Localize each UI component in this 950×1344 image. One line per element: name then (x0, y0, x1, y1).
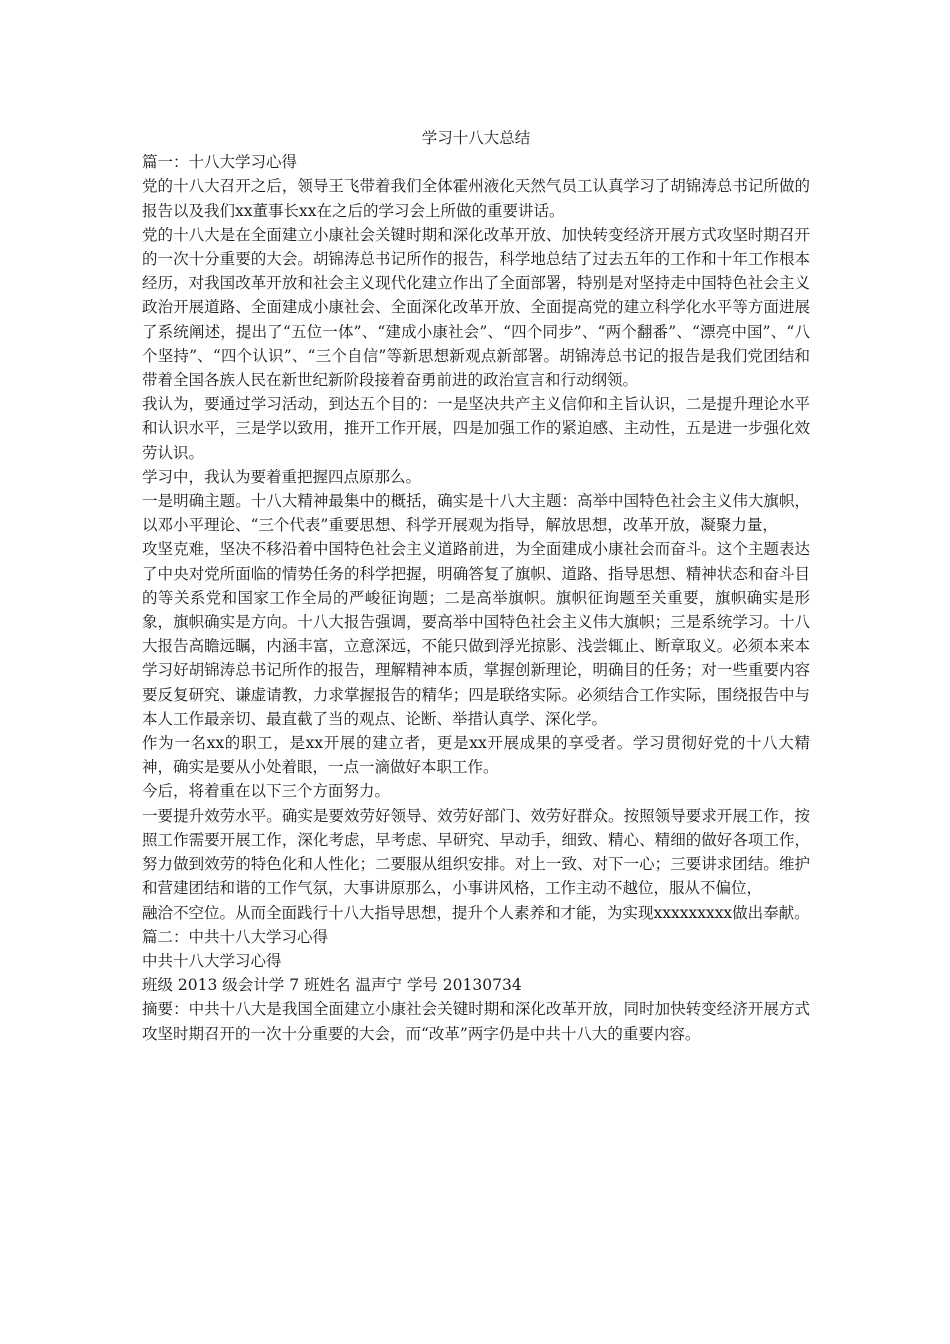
document-title: 学习十八大总结 (421, 129, 531, 147)
paragraph: 作为一名xx的职工，是xx开展的建立者，更是xx开展成果的享受者。学习贯彻好党的十八大精神，确实是要从小处着眼，一点一滴做好本职工作。 (142, 734, 810, 777)
paragraph: 学习中，我认为要着重把握四点原那么。 (142, 467, 422, 486)
section-heading: 篇二：中共十八大学习心得 (142, 927, 329, 946)
document-page (142, 126, 810, 1046)
paragraph: 篇一：十八大学习心得 (142, 153, 298, 172)
paragraph: 党的十八大是在全面建立小康社会关键时期和深化改革开放、加快转变经济开展方式攻坚时期召开的一次十分重要的大会。胡锦涛总书记所作的报告，科学地总结了过去五年的工作和十年工作根本经历，对我国改革开放和社会主义现代化建立作出了全面部署，特别是对坚持走中国特色社会主义政治开展道路、全面建成小康社会、全面深化改革开放、全面提高党的建立科学化水平等方面进展了系统阐述，提出了“五位一体”、“建成小康社会”、“四个同步”、“两个翻番”、“漂亮中国”、“八个坚持”、“四个认识”、“三个自信”等新思想新观点新部署。胡锦涛总书记的报告是我们党团结和带着全国各族人民在新世纪新阶段接着奋勇前进的政治宣言和行动纲领。 (142, 225, 810, 390)
paragraph: 我认为，要通过学习活动，到达五个目的：一是坚决共产主义信仰和主旨认识，二是提升理论水平和认识水平，三是学以致用，推开工作开展，四是加强工作的紧迫感、主动性，五是进一步强化效劳认识。 (142, 395, 810, 462)
abstract-paragraph: 摘要：中共十八大是我国全面建立小康社会关键时期和深化改革开放，同时加快转变经济开展方式攻坚时期召开的一次十分重要的大会，而“改革”两字仍是中共十八大的重要内容。 (142, 1000, 810, 1043)
author-info: 班级 2013 级会计学 7 班姓名 温声宁 学号 20130734 (142, 976, 522, 995)
paragraph: 攻坚克难，坚决不移沿着中国特色社会主义道路前进，为全面建成小康社会而奋斗。这个主题表达了中央对党所面临的情势任务的科学把握，明确答复了旗帜、道路、指导思想、精神状态和奋斗目的等关系党和国家工作全局的严峻征询题；二是高举旗帜。旗帜征询题至关重要，旗帜确实是形象，旗帜确实是方向。十八大报告强调，要高举中国特色社会主义伟大旗帜；三是系统学习。十八大报告高瞻远瞩，内涵丰富，立意深远，不能只做到浮光掠影、浅尝辄止、断章取义。必须本来本学习好胡锦涛总书记所作的报告，理解精神本质，掌握创新理论，明确目的任务；对一些重要内容要反复研究、谦虚请教，力求掌握报告的精华；四是联络实际。必须结合工作实际，围绕报告中与本人工作最亲切、最直截了当的观点、论断、举措认真学、深化学。 (142, 540, 810, 728)
paragraph: 今后，将着重在以下三个方面努力。 (142, 782, 391, 801)
paragraph: 一要提升效劳水平。确实是要效劳好领导、效劳好部门、效劳好群众。按照领导要求开展工作，按照工作需要开展工作，深化考虑，早考虑、早研究、早动手，细致、精心、精细的做好各项工作，努力做到效劳的特色化和人性化；二要服从组织安排。对上一致、对下一心；三要讲求团结。维护和营建团结和谐的工作气氛，大事讲原那么，小事讲风格，工作主动不越位，服从不偏位， (142, 806, 810, 898)
paragraph: 党的十八大召开之后，领导王飞带着我们全体霍州液化天然气员工认真学习了胡锦涛总书记所做的报告以及我们xx董事长xx在之后的学习会上所做的重要讲话。 (142, 177, 810, 220)
paragraph: 融洽不空位。从而全面践行十八大指导思想，提升个人素养和才能，为实现xxxxxxxxx做出奉献。 (142, 903, 810, 922)
paragraph: 一是明确主题。十八大精神最集中的概括，确实是十八大主题：高举中国特色社会主义伟大旗帜，以邓小平理论、“三个代表”重要思想、科学开展观为指导，解放思想，改革开放，凝聚力量， (142, 492, 810, 535)
subsection-title: 中共十八大学习心得 (142, 951, 282, 970)
